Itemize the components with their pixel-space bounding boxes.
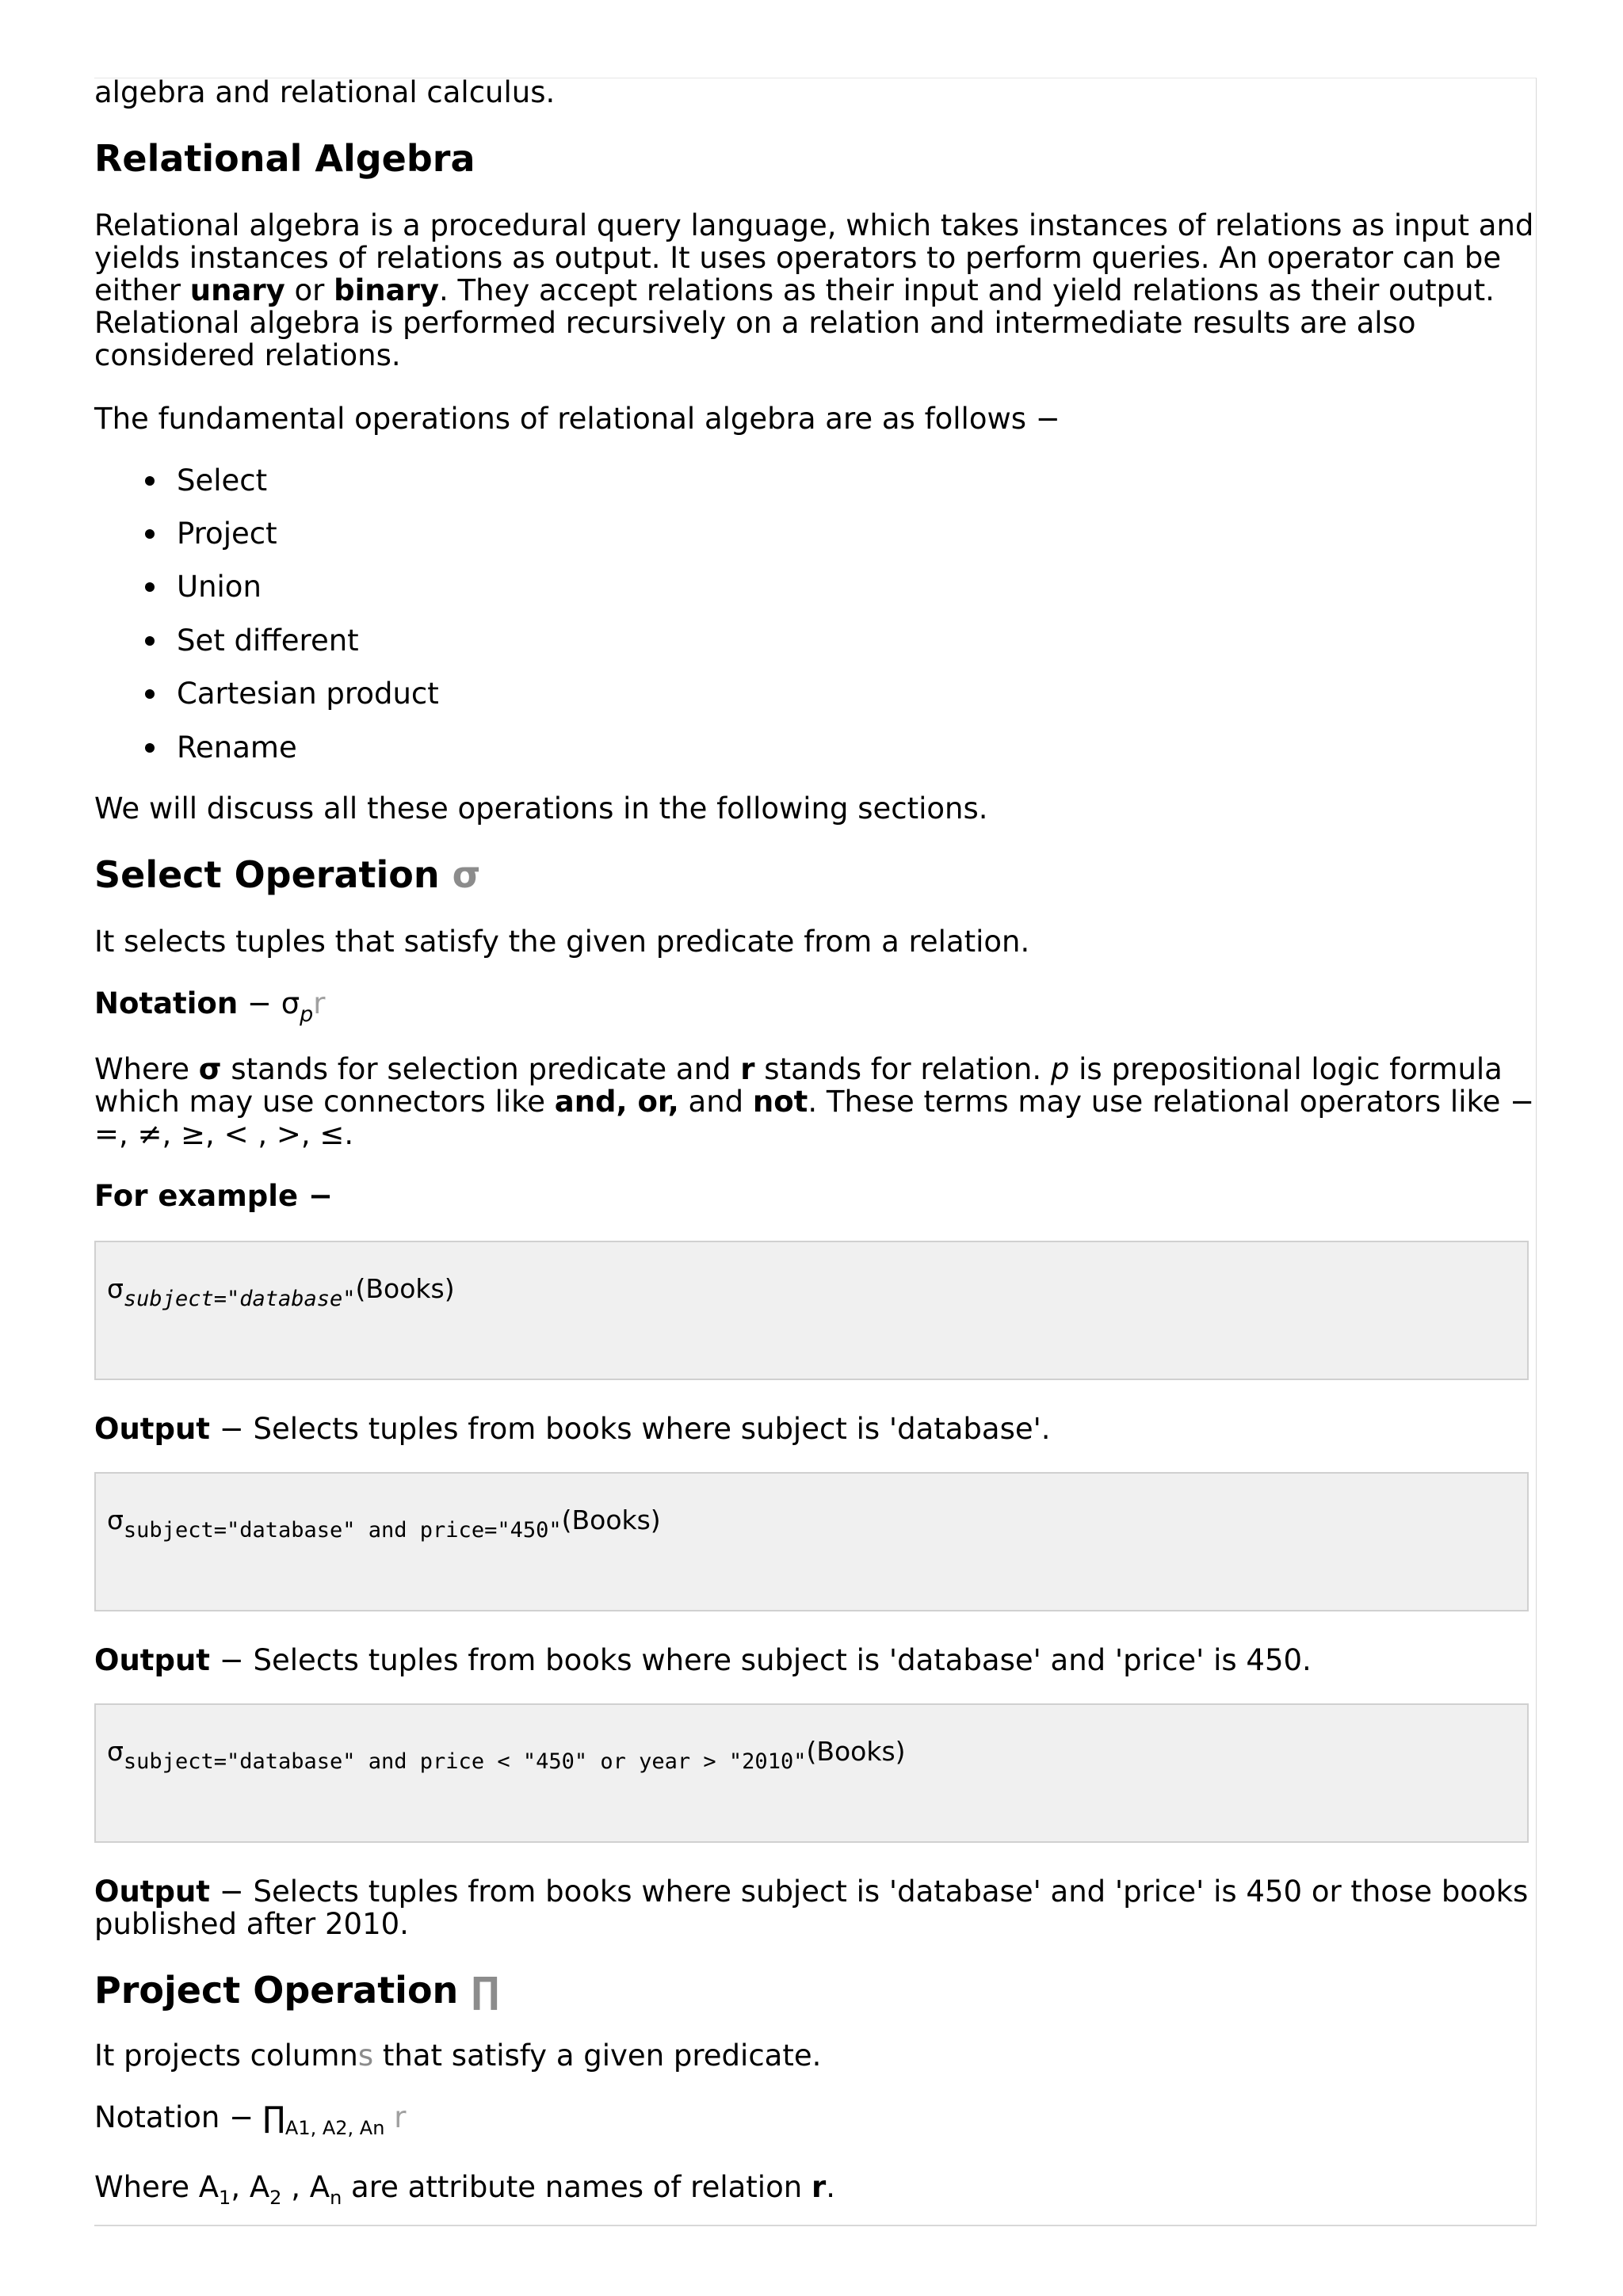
output-1: Output − Selects tuples from books where subject is 'database'. xyxy=(94,1412,1051,1446)
paragraph-line: which may use connectors like and, or, and not. These terms may use relational operators like − xyxy=(94,1085,1535,1119)
operations-intro: The fundamental operations of relational algebra are as follows − xyxy=(94,402,1060,436)
heading-project-operation: Project Operation ∏ xyxy=(94,1969,500,2012)
paragraph-line: Relational algebra is performed recursively on a relation and intermediate results are also xyxy=(94,306,1416,340)
code-example-2: $\sigma_{subject="database" and price="450"}(Books)$ xyxy=(94,1472,1529,1611)
project-notation: Notation − $\prod_{A1, A2, An}$ r xyxy=(94,2100,407,2139)
output-2: Output − Selects tuples from books where subject is 'database' and 'price' is 450. xyxy=(94,1643,1312,1677)
code-example-3: $\sigma_{subject="database" and price < "450" or year > "2010"}(Books)$ xyxy=(94,1703,1529,1843)
output-3: Output − Selects tuples from books where subject is 'database' and 'price' is 450 or those books xyxy=(94,1875,1529,1909)
code-example-1: $\sigma_{subject="database"}(Books)$ xyxy=(94,1241,1529,1380)
intro-continuation: algebra and relational calculus. xyxy=(94,75,556,109)
project-where: Where $A_1$, $A_2$ , $A_n$ are attribute names of relation r. xyxy=(94,2170,835,2209)
paragraph-line: yields instances of relations as output. It uses operators to perform queries. An operator can be xyxy=(94,241,1502,275)
output-3-continuation: published after 2010. xyxy=(94,1907,409,1941)
pi-symbol: ∏ xyxy=(471,1969,500,2012)
paragraph-line: either unary or binary. They accept relations as their input and yield relations as their output. xyxy=(94,273,1495,307)
paragraph-line: Relational algebra is a procedural query language, which takes instances of relations as input and xyxy=(94,208,1534,242)
paragraph-line: =, ≠, ≥, < , >, ≤. xyxy=(94,1117,354,1151)
operations-closing: We will discuss all these operations in the following sections. xyxy=(94,791,988,826)
heading-select-operation: Select Operation σ xyxy=(94,853,481,896)
example-label: For example − xyxy=(94,1179,333,1213)
paragraph-line: considered relations. xyxy=(94,338,401,372)
project-description: It projects columns that satisfy a given predicate. xyxy=(94,2039,822,2073)
paragraph-line: Where σ stands for selection predicate and r stands for relation. p is prepositional logic formula xyxy=(94,1052,1503,1086)
select-notation: Notation − $\sigma_pr$ xyxy=(94,986,326,1027)
sigma-symbol: σ xyxy=(452,853,481,896)
select-description: It selects tuples that satisfy the given predicate from a relation. xyxy=(94,925,1030,959)
heading-relational-algebra: Relational Algebra xyxy=(94,137,475,180)
